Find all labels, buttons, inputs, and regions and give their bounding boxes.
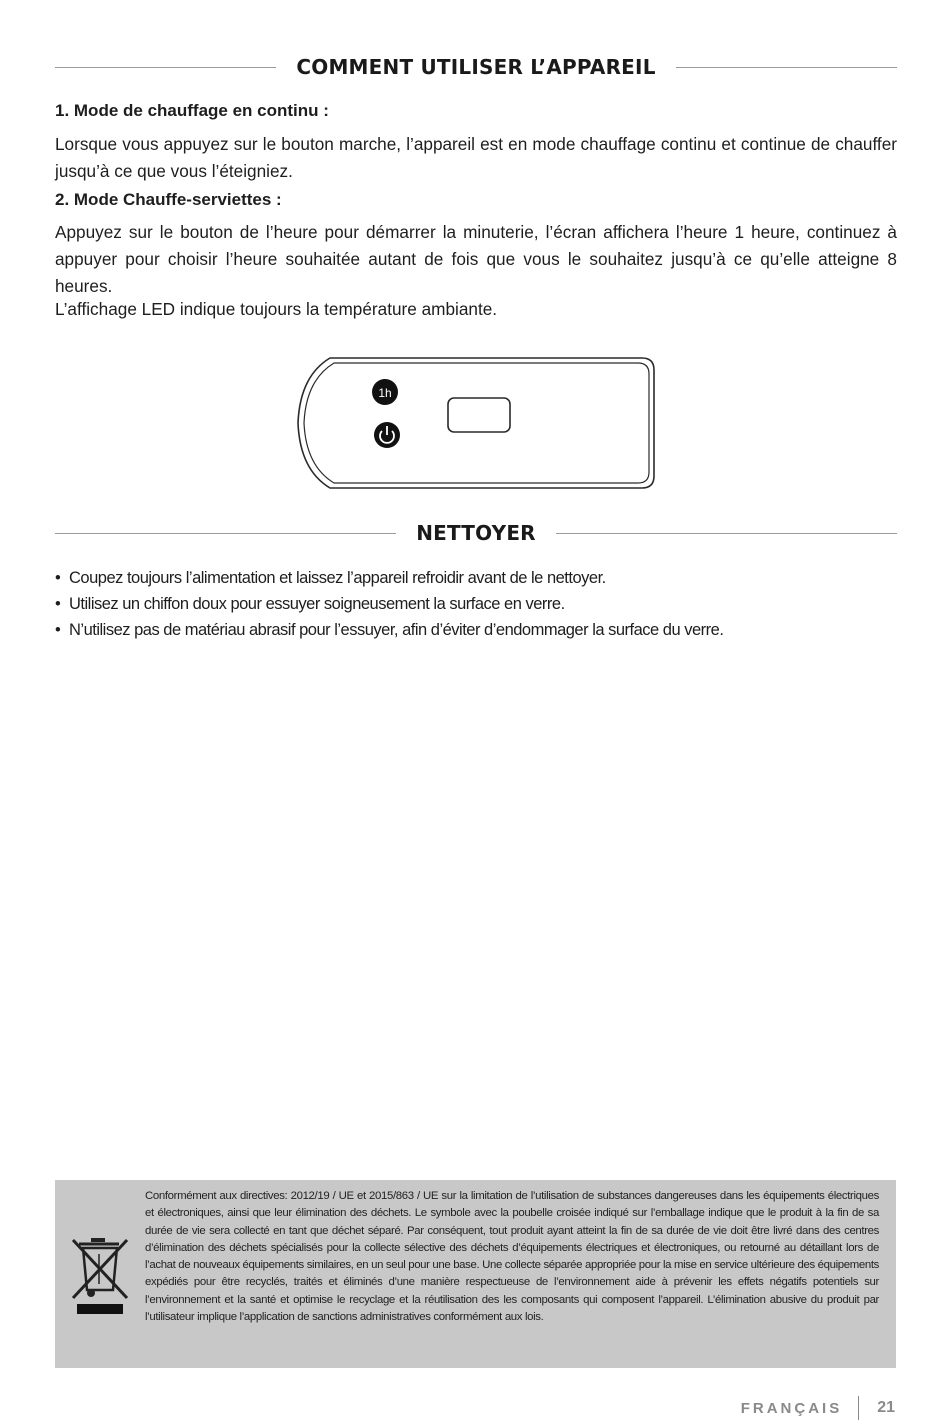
mode2-paragraph: Appuyez sur le bouton de l’heure pour démarrer la minuterie, l’écran affichera l’heure 1 heure, continuez à appuyer pour choisir l’heure souhaitée autant de fois que vous le souhaitez jusqu’à ce qu’elle atteigne 8 heures. xyxy=(55,222,897,296)
timer-button-label: 1h xyxy=(378,386,392,400)
section-heading-cleaning xyxy=(55,521,897,545)
crossed-out-wheelie-bin-icon xyxy=(69,1236,131,1316)
page-number: 21 xyxy=(877,1399,895,1416)
list-item: • Utilisez un chiffon doux pour essuyer soigneusement la surface en verre. xyxy=(55,591,897,617)
heading-rule-right xyxy=(676,67,897,68)
mode2-paragraph-block xyxy=(55,219,897,300)
power-button-icon xyxy=(374,422,400,448)
section-title-cleaning: NETTOYER xyxy=(416,521,536,545)
mode2-heading: 2. Mode Chauffe-serviettes : xyxy=(55,190,282,209)
page-footer xyxy=(741,1396,895,1420)
list-item-text: Utilisez un chiffon doux pour essuyer soigneusement la surface en verre. xyxy=(69,595,565,613)
heading-rule-left xyxy=(55,67,276,68)
timer-button-icon xyxy=(372,379,398,405)
footer-separator xyxy=(858,1396,859,1420)
mode1-heading: 1. Mode de chauffage en continu : xyxy=(55,101,329,120)
mode1-paragraph: Lorsque vous appuyez sur le bouton marche, l’appareil est en mode chauffage continu et continue de chauffer jusqu’à ce que vous l’éteigniez. xyxy=(55,134,897,181)
led-paragraph: L’affichage LED indique toujours la température ambiante. xyxy=(55,299,498,319)
list-item-text: N’utilisez pas de matériau abrasif pour l’essuyer, afin d’éviter d’endommager la surface du verre. xyxy=(69,621,724,639)
cleaning-list xyxy=(55,565,897,643)
mode2-block xyxy=(55,190,897,210)
disposal-notice-box xyxy=(55,1180,896,1368)
led-display-window xyxy=(448,398,510,432)
list-item-text: Coupez toujours l’alimentation et laissez l’appareil refroidir avant de le nettoyer. xyxy=(69,569,606,587)
heading-rule-left xyxy=(55,533,396,534)
control-panel-illustration xyxy=(290,352,660,494)
mode1-paragraph-block xyxy=(55,131,897,185)
section-heading-usage xyxy=(55,55,897,79)
heading-rule-right xyxy=(556,533,897,534)
list-item: • Coupez toujours l’alimentation et laissez l’appareil refroidir avant de le nettoyer. xyxy=(55,565,897,591)
footer-language: FRANÇAIS xyxy=(740,1399,843,1417)
disposal-notice-text: Conformément aux directives: 2012/19 / UE et 2015/863 / UE sur la limitation de l’utilisation de substances dangereuses dans les équipements électriques et électroniques, ainsi que leur élimination des déchets. Le symbole avec la poubelle croisée indiqué sur l’emballage indique que le produit à la fin de sa durée de vie sera collecté en tant que déchet séparé. Par conséquent, tout produit ayant atteint la fin de sa durée de vie doit être livré dans des centres d’élimination des déchets spécialisés pour la collecte sélective des déchets d’équipements électriques et électroniques, ou retourné au détaillant lors de l’achat de nouveaux équipements similaires, en un seul pour une base. Une collecte séparée appropriée pour la mise en service ultérieure des équipements expédiés pour être recyclés, traités et éliminés d’une manière respectueuse de l’environnement aide à prévenir les effets négatifs potentiels sur l’environnement et la santé et optimise le recyclage et la réutilisation des les composants qui composent l’appareil. L’élimination abusive du produit par l’utilisateur implique l’application de sanctions administratives conformément aux lois. xyxy=(145,1190,879,1324)
mode1-block xyxy=(55,101,897,121)
section-title-usage: COMMENT UTILISER L’APPAREIL xyxy=(296,55,656,79)
led-paragraph-block xyxy=(55,296,897,323)
list-item: • N’utilisez pas de matériau abrasif pour l’essuyer, afin d’éviter d’endommager la surface du verre. xyxy=(55,617,897,643)
